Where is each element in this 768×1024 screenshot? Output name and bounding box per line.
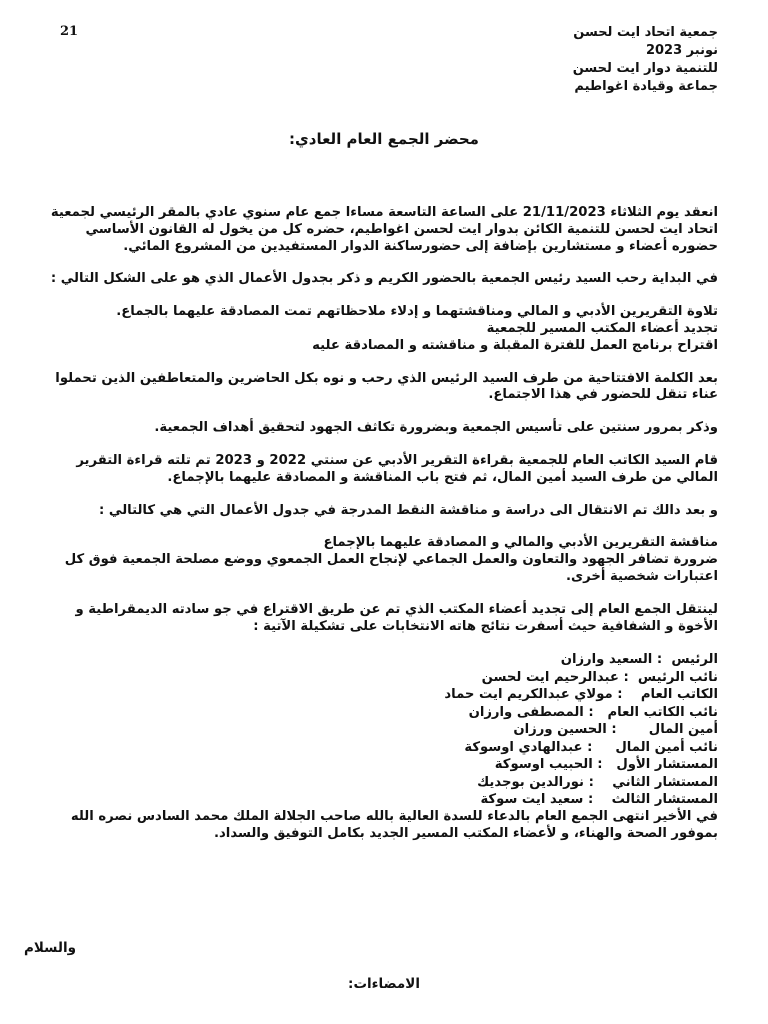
board-member: نائب الرئيس : عبدالرحيم ايت لحسن [481, 669, 718, 685]
board-member: المستشار الثالث : سعيد ايت سوكة [480, 792, 718, 808]
reminder-paragraph: وذكر بمرور سنتين على تأسيس الجمعية وبضرورة تكاثف الجهود لتحقيق أهداف الجمعية. [154, 420, 718, 436]
election-paragraph: لينتقل الجمع العام إلى تجديد أعضاء المكتب الذي تم عن طريق الاقتراع في جو سادته الديمقراطية و الأخوة و الشفافية حيث أسفرت نتائج هاته الانتخابات على تشكيلة الآتية : [75, 601, 718, 634]
intro-paragraph: انعقد يوم الثلاثاء 21/11/2023 على الساعة التاسعة مساءا جمع عام سنوي عادي بالمقر الرئيسي لجمعية اتحاد ايت لحسن للتنمية الكائن بدوار ايت لحسن اغواطيم، حضره كل من يخول له القانون الأساسي حضوره أعضاء و مستشارين بإضافة إلى حضورساكنة الدوار المستفيدين من المشروع المائي. [50, 205, 718, 254]
discussion-item: • ضرورة تضافر الجهود والتعاون والعمل الجماعي لإنجاح العمل الجمعوي ووضع مصلحة الجمعية فوق كل اعتبارات شخصية أخرى. [44, 552, 718, 586]
board-member: نائب أمين المال : عبدالهادي اوسوكة [464, 739, 718, 755]
page-number: 21 [60, 24, 79, 39]
discussion-intro: و بعد دالك تم الانتقال الى دراسة و مناقشة النقط المدرجة في جدول الأعمال التي هي كالتالي : [98, 502, 718, 518]
board-member: الرئيس : السعيد وارزان [560, 652, 718, 668]
association-header [573, 24, 718, 96]
header-line: للتنمية دوار ايت لحسن [572, 61, 718, 76]
reports-paragraph: قام السيد الكاتب العام للجمعية بقراءة التقرير الأدبي عن سنتي 2022 و 2023 تم تلته قراءة التقرير المالي من طرف السيد أمين المال، ثم فتح باب المناقشة و المصادقة عليهما بالإجماع. [76, 452, 718, 485]
discussion-list [44, 535, 718, 585]
salutation: والسلام [24, 940, 76, 956]
board-members-list [44, 651, 718, 809]
header-line: نونبر 2023 [645, 43, 718, 58]
opening-speech-paragraph: بعد الكلمة الافتتاحية من طرف السيد الرئيس الذي رحب و نوه بكل الحاضرين والمتعاطفين الذين تحملوا عناء تنقل للحضور في هذا الاجتماع. [55, 370, 718, 403]
board-member: المستشار الأول : الحبيب اوسوكة [494, 757, 718, 773]
agenda-item: • تجديد أعضاء المكتب المسير للجمعية [44, 321, 718, 338]
minutes-body [44, 205, 718, 858]
header-line: جمعية اتحاد ايت لحسن [573, 25, 718, 40]
agenda-item: • تلاوة التقريرين الأدبي و المالي ومناقشتهما و إدلاء ملاحظاتهم تمت المصادقة عليهما بالجماع. [44, 304, 718, 321]
agenda-intro: في البداية رحب السيد رئيس الجمعية بالحضور الكريم و ذكر بجدول الأعمال الذي هو على الشكل التالي : [50, 271, 718, 287]
header-line: جماعة وقيادة اغواطيم [574, 79, 718, 94]
document-title: محضر الجمع العام العادي: [289, 130, 479, 148]
board-member: أمين المال : الحسين ورزان [513, 722, 718, 738]
board-member: المستشار الثاني : نورالدين بوجديك [477, 774, 718, 790]
closing-paragraph: في الأخير انتهى الجمع العام بالدعاء للسدة العالية بالله صاحب الجلالة الملك محمد السادس نصره الله بموفور الصحة والهناء، و لأعضاء المكتب المسير الجديد بكامل التوفيق والسداد. [70, 808, 718, 841]
board-member: نائب الكاتب العام : المصطفى وارزان [468, 704, 718, 720]
agenda-list [44, 304, 718, 354]
board-member: الكاتب العام : مولاي عبدالكريم ايت حماد [444, 687, 718, 703]
signatures-label: الامضاءات: [348, 976, 420, 992]
discussion-item: • مناقشة التقريرين الأدبي والمالي و المصادقة عليهما بالإجماع [44, 535, 718, 552]
agenda-item: • اقتراح برنامج العمل للفترة المقبلة و مناقشته و المصادقة عليه [44, 338, 718, 355]
